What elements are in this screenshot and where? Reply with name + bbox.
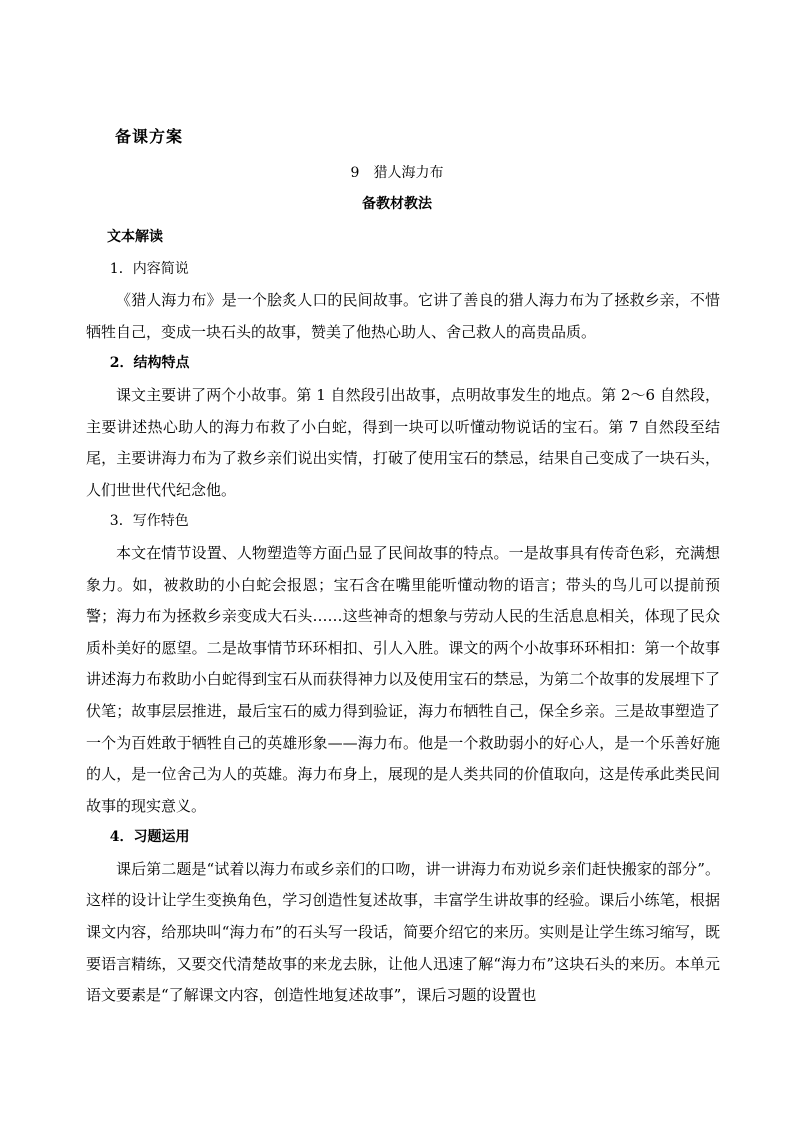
document-body [86, 222, 720, 1012]
section-4-heading: 4．习题运用 [109, 829, 190, 846]
section-2-paragraph: 课文主要讲了两个小故事。第 1 自然段引出故事，点明故事发生的地点。第 2～6 自然段，主要讲述热心助人的海力布救了小白蛇，得到一块可以听懂动物说话的宝石。第 7 自然段至结尾，主要讲海力布为了救乡亲们说出实情，打破了使用宝石的禁忌，结果自己变成了一块石头，人们世世代代纪念他。 [86, 385, 720, 499]
subheading: 备教材教法 [362, 196, 432, 212]
plan-title: 备课方案 [115, 127, 184, 146]
section-4-paragraph: 课后第二题是“试着以海力布或乡亲们的口吻，讲一讲海力布劝说乡亲们赶快搬家的部分”。这样的设计让学生变换角色，学习创造性复述故事，丰富学生讲故事的经验。课后小练笔，根据课文内容，给那块叫“海力布”的石头写一段话，简要介绍它的来历。实则是让学生练习缩写，既要语言精练，又要交代清楚故事的来龙去脉，让他人迅速了解“海力布”这块石头的来历。本单元语文要素是“了解课文内容，创造性地复述故事”，课后习题的设置也 [86, 859, 720, 1005]
section-3-paragraph: 本文在情节设置、人物塑造等方面凸显了民间故事的特点。一是故事具有传奇色彩，充满想象力。如，被救助的小白蛇会报恩；宝石含在嘴里能听懂动物的语言；带头的鸟儿可以提前预警；海力布为拯救乡亲变成大石头……这些神奇的想象与劳动人民的生活息息相关，体现了民众质朴美好的愿望。二是故事情节环环相扣、引人入胜。课文的两个小故事环环相扣：第一个故事讲述海力布救助小白蛇得到宝石从而获得神力以及使用宝石的禁忌，为第二个故事的发展埋下了伏笔；故事层层推进，最后宝石的威力得到验证，海力布牺牲自己，保全乡亲。三是故事塑造了一个为百姓敢于牺牲自己的英雄形象——海力布。他是一个救助弱小的好心人，是一个乐善好施的人，是一位舍己为人的英雄。海力布身上，展现的是人类共同的价值取向，这是传承此类民间故事的现实意义。 [86, 543, 720, 815]
section-2-heading: 2．结构特点 [109, 355, 190, 372]
lesson-number: 9 [350, 165, 360, 181]
lesson-title [0, 162, 794, 182]
lesson-title-text: 猎人海力布 [373, 165, 444, 181]
section-1-paragraph: 《猎人海力布》是一个脍炙人口的民间故事。它讲了善良的猎人海力布为了拯救乡亲，不惜牺牲自己，变成一块石头的故事，赞美了他热心助人、舍己救人的高贵品质。 [86, 291, 720, 341]
section-1-heading: 1．内容简说 [109, 260, 189, 277]
section-3-heading: 3．写作特色 [109, 513, 189, 530]
section-heading-reading: 文本解读 [107, 229, 163, 245]
